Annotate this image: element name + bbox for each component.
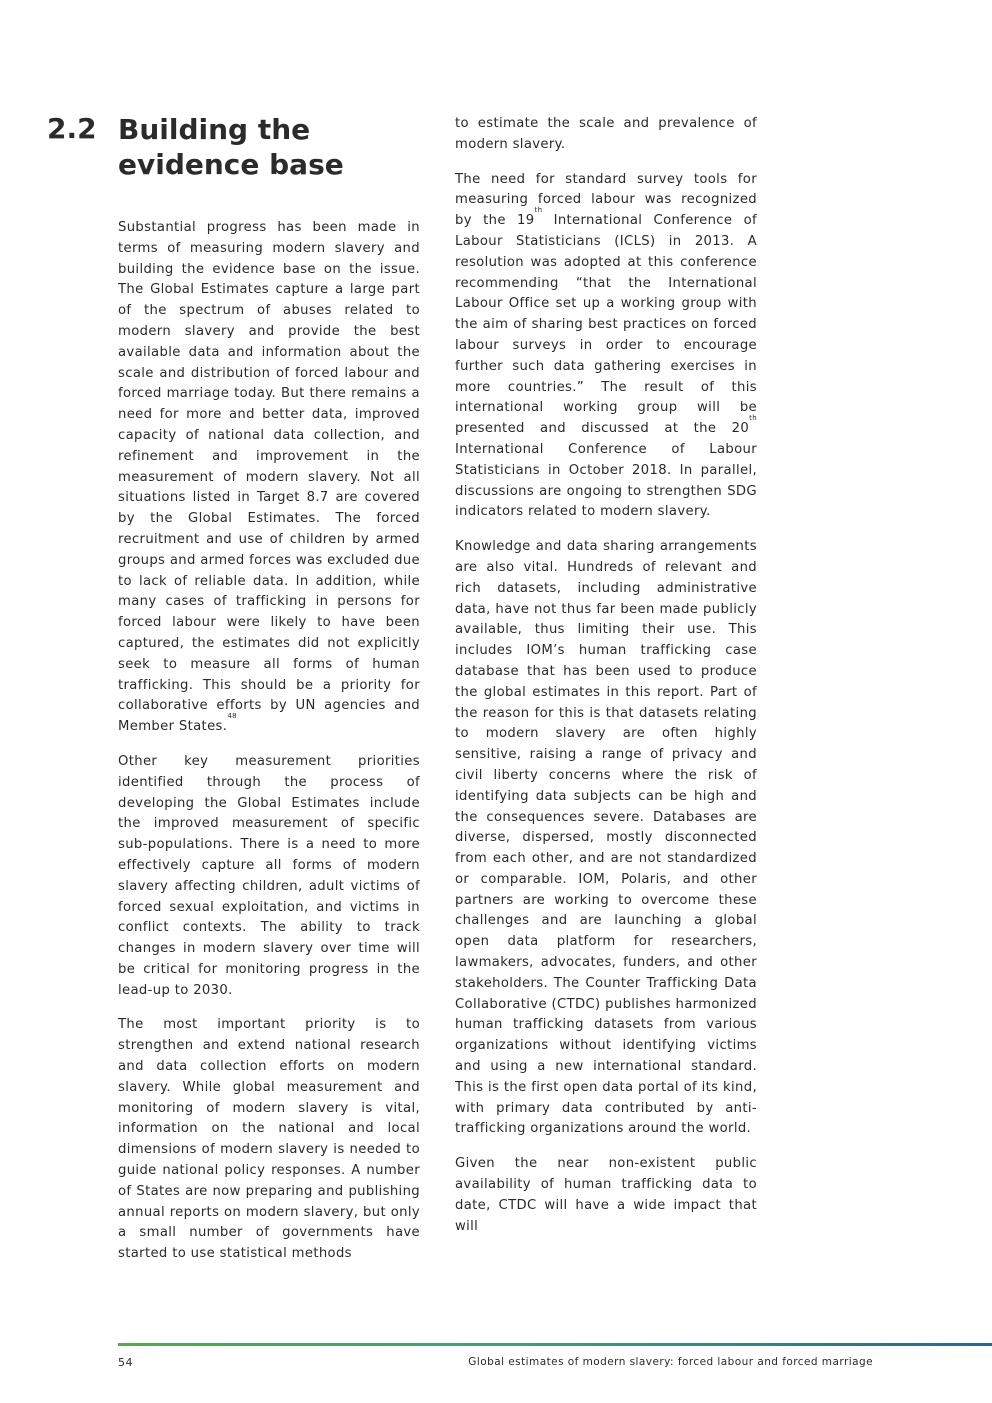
body-paragraph	[455, 170, 757, 524]
body-paragraph: to estimate the scale and prevalence of modern slavery.	[455, 116, 757, 152]
footnote-ref[interactable]: 48	[227, 712, 237, 721]
body-paragraph: Knowledge and data sharing arrangements are also vital. Hundreds of relevant and rich datasets, including administrative data, have not thus far been made publicly available, thus limiting their use. This includes IOM’s human trafficking case database that has been used to produce the global estimates in this report. Part of the reason for this is that datasets relating to modern slavery are often highly sensitive, raising a range of privacy and civil liberty concerns where the risk of identifying data subjects can be high and the consequences severe. Databases are diverse, dispersed, mostly disconnected from each other, and are not standardized or comparable. IOM, Polaris, and other partners are working to overcome these challenges and are launching a global open data platform for researchers, lawmakers, advocates, funders, and other stakeholders. The Counter Trafficking Data Collaborative (CTDC) publishes harmonized human trafficking datasets from various organizations without identifying victims and using a new international standard. This is the first open data portal of its kind, with primary data contributed by anti-trafficking organizations around the world.	[455, 539, 757, 1137]
running-footer-title: Global estimates of modern slavery: forced labour and forced marriage	[468, 1356, 873, 1368]
left-column	[118, 218, 420, 1279]
paragraph-text: Substantial progress has been made in terms of measuring modern slavery and building the evidence base on the issue. The Global Estimates capture a large part of the spectrum of abuses related to modern slavery and provide the best available data and information about the scale and distribution of forced labour and forced marriage today. But there remains a need for more and better data, improved capacity of national data collection, and refinement and improvement in the measurement of modern slavery. Not all situations listed in Target 8.7 are covered by the Global Estimates. The forced recruitment and use of children by armed groups and armed forces was excluded due to lack of reliable data. In addition, while many cases of trafficking in persons for forced labour were likely to have been captured, the estimates did not explicitly seek to measure all forms of human trafficking. This should be a priority for collaborative efforts by UN agencies and Member States.	[118, 220, 420, 735]
paragraph-text: International Conference of Labour Statisticians in October 2018. In parallel, discussions are ongoing to strengthen SDG indicators related to modern slavery.	[455, 441, 757, 520]
footer-divider	[118, 1343, 992, 1346]
ordinal-suffix: th	[534, 206, 543, 215]
page-number: 54	[118, 1356, 133, 1369]
body-paragraph: The most important priority is to strengthen and extend national research and data collection efforts on modern slavery. While global measurement and monitoring of modern slavery is vital, information on the national and local dimensions of modern slavery is needed to guide national policy responses. A number of States are now preparing and publishing annual reports on modern slavery, but only a small number of governments have started to use statistical methods	[118, 1017, 420, 1262]
body-paragraph: Given the near non-existent public availability of human trafficking data to date, CTDC will have a wide impact that will	[455, 1156, 757, 1234]
paragraph-text: The need for standard survey tools for measuring forced labour was recognized by the 19	[455, 171, 757, 229]
paragraph-text: International Conference of Labour Statisticians (ICLS) in 2013. A resolution was adopted at this conference recommending “that the International Labour Office set up a working group with the aim of sharing best practices on forced labour surveys in order to encourage further such data gathering exercises in more countries.” The result of this international working group will be presented and discussed at the 20	[455, 213, 757, 437]
ordinal-suffix: th	[749, 414, 757, 423]
body-paragraph	[118, 218, 420, 738]
body-paragraph: Other key measurement priorities identified through the process of developing the Global Estimates include the improved measurement of specific sub-populations. There is a need to more effectively capture all forms of modern slavery affecting children, adult victims of forced sexual exploitation, and victims in conflict contexts. The ability to track changes in modern slavery over time will be critical for monitoring progress in the lead-up to 2030.	[118, 753, 420, 998]
section-number: 2.2	[47, 112, 97, 145]
right-column	[455, 114, 757, 1251]
section-title: Building the evidence base	[118, 113, 344, 181]
